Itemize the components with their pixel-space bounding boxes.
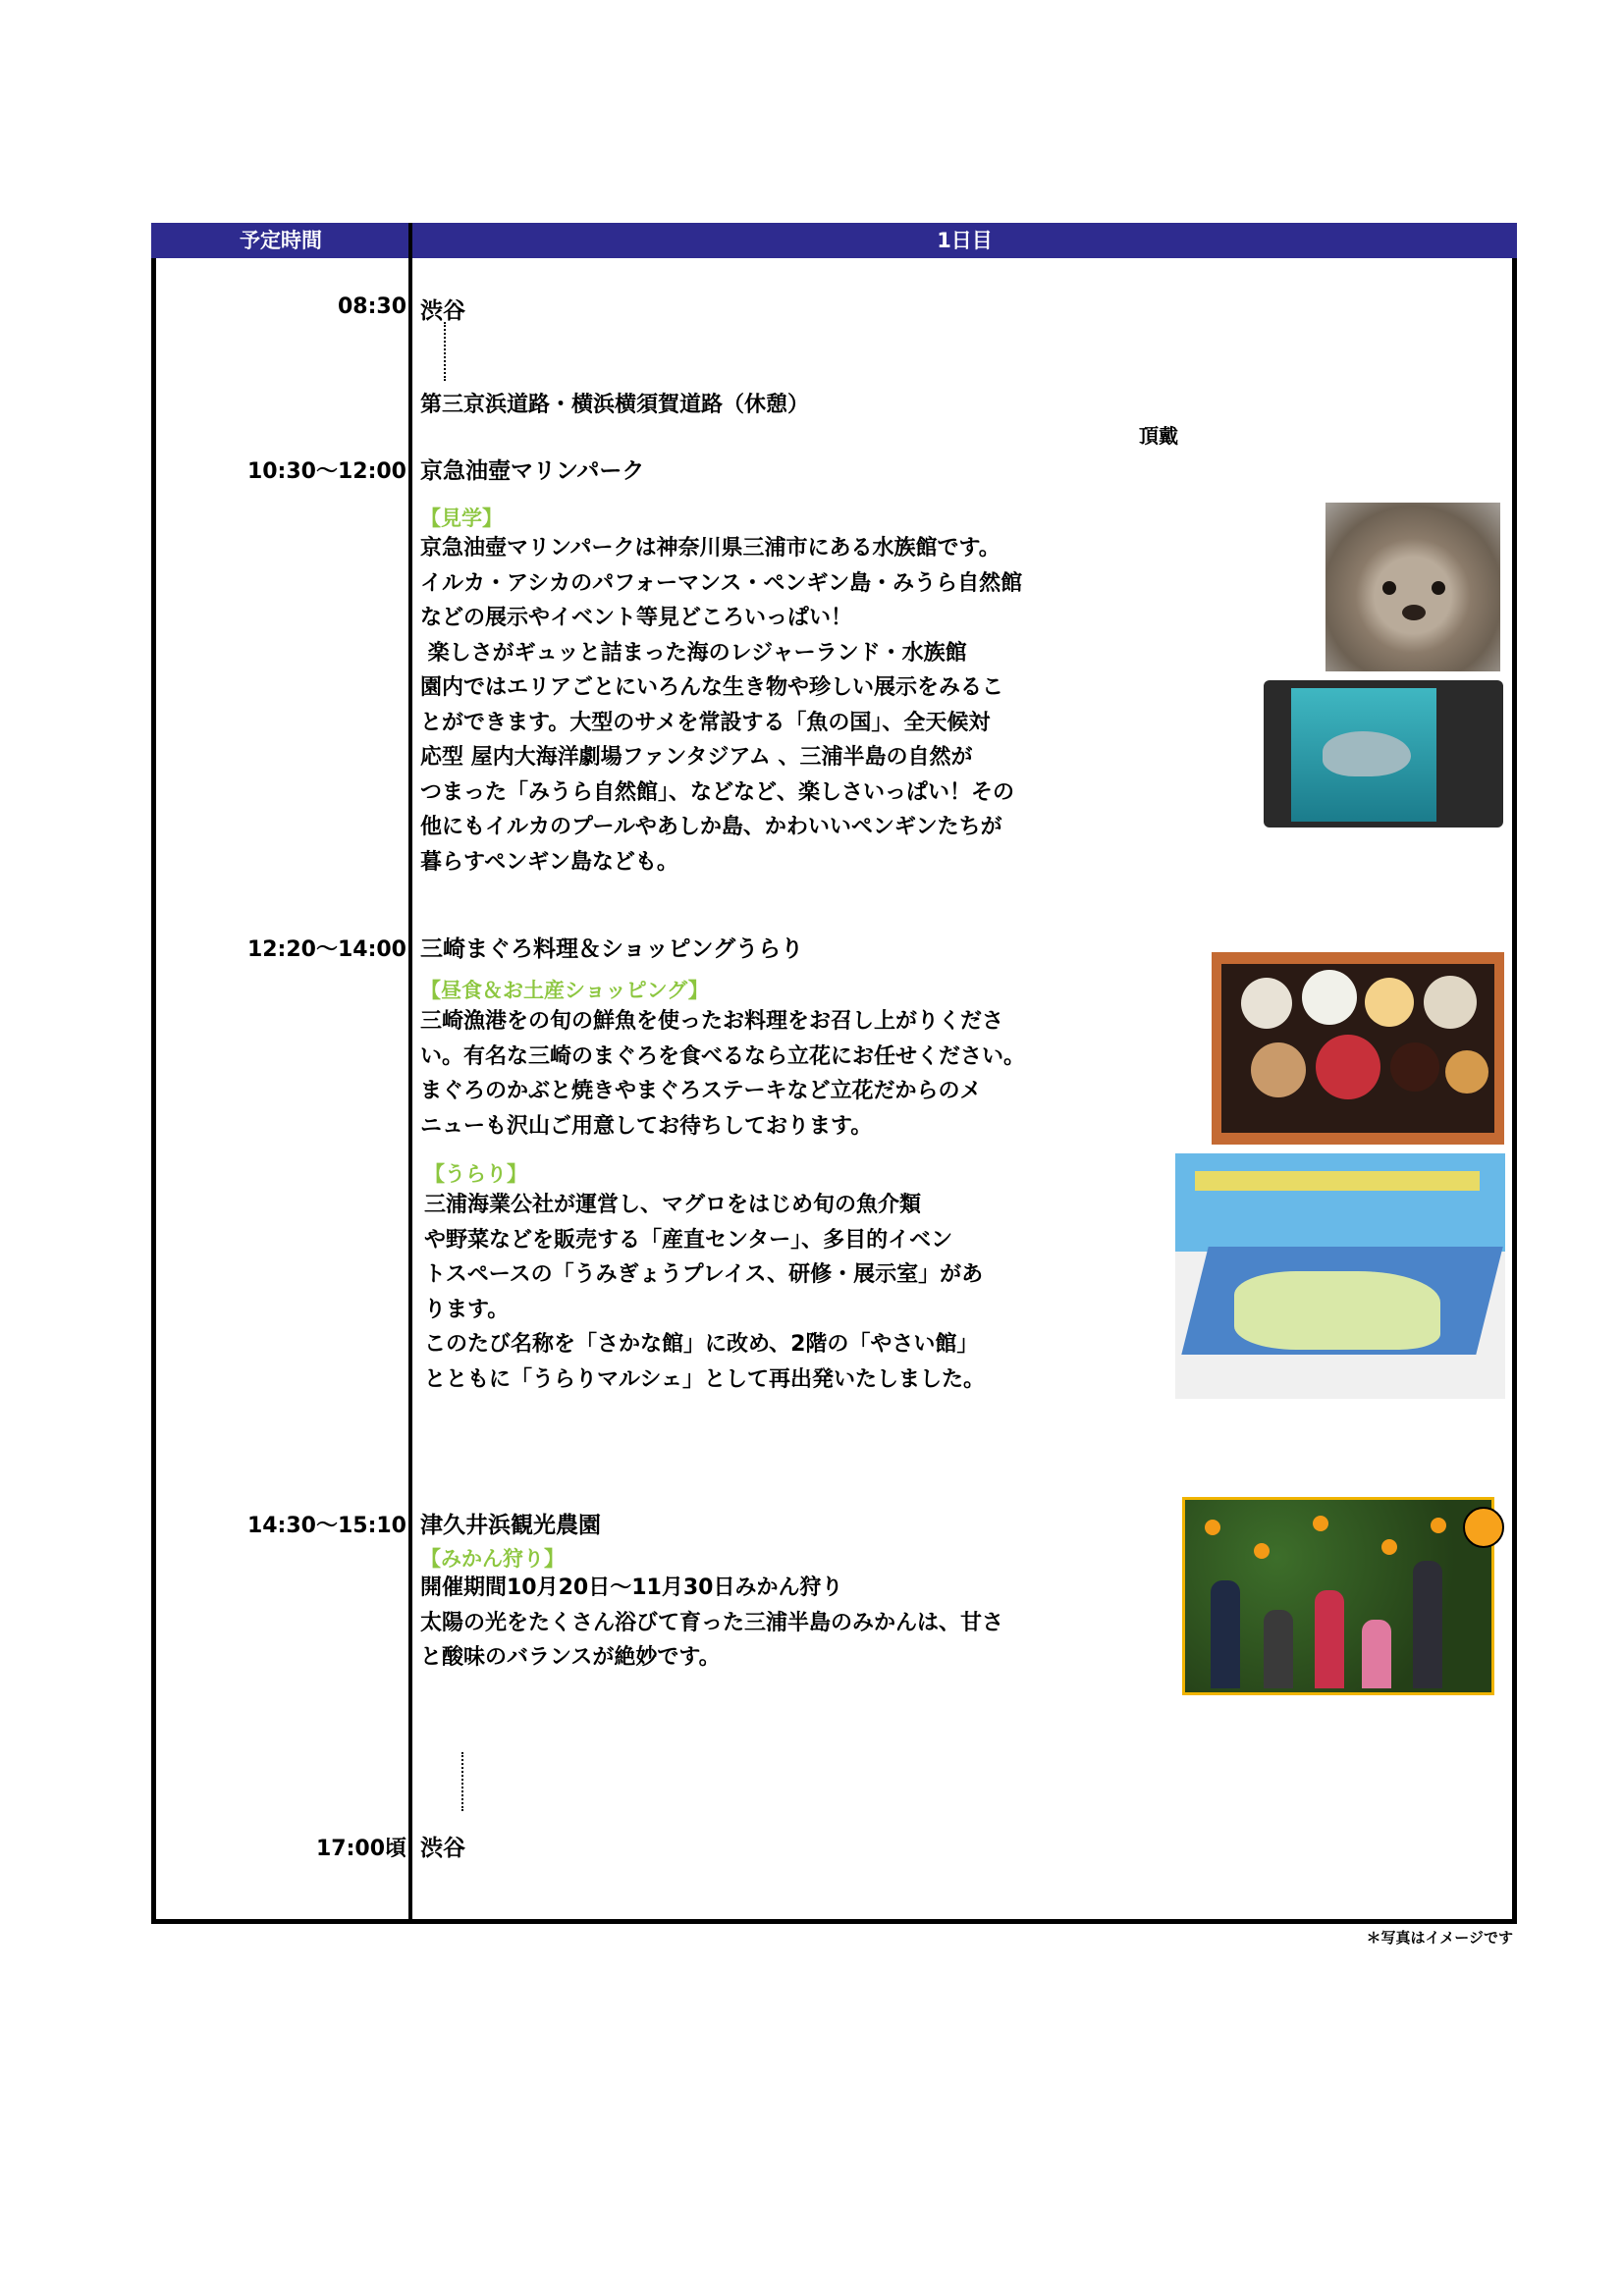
farm-description <box>420 1571 1003 1676</box>
time-0830: 08:30 <box>337 294 406 319</box>
person <box>1315 1590 1344 1688</box>
photo-footnote: ＊写真はイメージです <box>1366 1929 1513 1947</box>
description-line: や野菜などを販売する「産直センター」、多目的イベン <box>424 1227 953 1253</box>
description-line: ニューも沢山ご用意してお待ちしております。 <box>420 1113 873 1139</box>
description-line: とができます。大型のサメを常設する「魚の国」、全天候対 <box>420 710 991 735</box>
tag-urari: 【うらり】 <box>424 1162 527 1186</box>
header-day-column: 1日目 <box>937 229 993 252</box>
description-line: い。有名な三崎のまぐろを食べるなら立花にお任せください。 <box>420 1043 1026 1069</box>
description-line: まぐろのかぶと焼きやまぐろステーキなど立花だからのメ <box>420 1079 982 1103</box>
place-tsukuihama-farm: 津久井浜観光農園 <box>420 1513 601 1538</box>
meal-dish <box>1365 978 1414 1027</box>
person <box>1264 1610 1293 1688</box>
meal-dish <box>1316 1035 1380 1099</box>
description-line: と酸味のバランスが絶妙です。 <box>420 1645 721 1670</box>
dolphin-shape <box>1323 731 1411 776</box>
description-line: 暮らすペンギン島なども。 <box>420 849 678 875</box>
description-line: 園内ではエリアごとにいろんな生き物や珍しい展示をみるこ <box>420 675 1004 700</box>
place-misaki: 三崎まぐろ料理＆ショッピングうらり <box>420 936 804 962</box>
mikan-orchard-photo <box>1182 1497 1494 1695</box>
meal-dish <box>1251 1042 1306 1097</box>
description-line: つまった「みうら自然館」、などなど、楽しさいっぱい！その <box>420 779 1015 805</box>
otter-photo <box>1325 503 1500 671</box>
meal-dish <box>1445 1050 1488 1094</box>
marine-park-description <box>420 531 1022 880</box>
tag-mikan-picking: 【みかん狩り】 <box>420 1547 565 1571</box>
urari-map-illustration <box>1175 1153 1505 1399</box>
description-line: 応型 屋内大海洋劇場ファンタジアム 、三浦半島の自然が <box>420 745 973 770</box>
description-line: トスペースの「うみぎょうプレイス、研修・展示室」があ <box>424 1262 984 1287</box>
orange-mascot-icon <box>1463 1507 1504 1548</box>
description-line: 太陽の光をたくさん浴びて育った三浦半島のみかんは、甘さ <box>420 1610 1004 1635</box>
description-line: とともに「うらりマルシェ」として再出発いたしました。 <box>424 1366 986 1392</box>
place-highway: 第三京浜道路・横浜横須賀道路（休憩） <box>420 393 810 417</box>
header-time-column: 予定時間 <box>240 229 322 252</box>
description-line: ります。 <box>424 1297 510 1322</box>
time-1030: 10:30～12:00 <box>246 459 406 484</box>
meal-dish <box>1390 1042 1439 1092</box>
meal-dish <box>1302 970 1357 1025</box>
stray-text: 頂戴 <box>1139 424 1178 448</box>
otter-eye <box>1432 581 1445 595</box>
description-line: などの展示やイベント等見どころいっぱい！ <box>420 606 853 630</box>
description-line: このたび名称を「さかな館」に改め、2階の「やさい館」 <box>424 1332 979 1357</box>
orange-fruit <box>1381 1539 1397 1555</box>
set-meal-photo <box>1212 952 1504 1145</box>
tag-lunch-shopping: 【昼食＆お土産ショッピング】 <box>420 979 709 1002</box>
table-header <box>151 223 1517 258</box>
person <box>1362 1620 1391 1688</box>
map-title-banner <box>1195 1171 1480 1191</box>
description-line: 開催期間10月20日～11月30日みかん狩り <box>420 1575 843 1600</box>
time-1700: 17:00頃 <box>315 1837 406 1861</box>
person <box>1211 1580 1240 1688</box>
column-divider <box>408 223 412 1924</box>
route-dotted-line-2 <box>461 1752 463 1811</box>
person <box>1413 1561 1442 1688</box>
urari-description <box>424 1188 985 1397</box>
description-line: 他にもイルカのプールやあしか島、かわいいペンギンたちが <box>420 815 1002 839</box>
place-shibuya-start: 渋谷 <box>420 298 465 324</box>
place-shibuya-end: 渋谷 <box>420 1836 465 1861</box>
description-line: 三浦海業公社が運営し、マグロをはじめ旬の魚介類 <box>424 1193 922 1217</box>
description-line: 京急油壺マリンパークは神奈川県三浦市にある水族館です。 <box>420 536 1001 561</box>
misaki-description <box>420 1004 1025 1144</box>
otter-nose <box>1402 605 1426 620</box>
time-1220: 12:20～14:00 <box>246 937 406 962</box>
description-line: 楽しさがギュッと詰まった海のレジャーランド・水族館 <box>420 640 967 666</box>
time-1430: 14:30～15:10 <box>246 1514 406 1538</box>
meal-dish <box>1241 978 1292 1029</box>
orange-fruit <box>1431 1518 1446 1533</box>
meal-tray <box>1221 964 1494 1133</box>
description-line: イルカ・アシカのパフォーマンス・ペンギン島・みうら自然館 <box>420 570 1023 596</box>
tag-kengaku: 【見学】 <box>420 507 503 530</box>
place-marine-park: 京急油壺マリンパーク <box>420 458 645 484</box>
route-dotted-line-1 <box>444 322 446 381</box>
orange-fruit <box>1205 1520 1220 1535</box>
orange-fruit <box>1254 1543 1270 1559</box>
meal-dish <box>1424 976 1477 1029</box>
map-land <box>1234 1271 1440 1350</box>
description-line: 三崎漁港をの旬の鮮魚を使ったお料理をお召し上がりくださ <box>420 1009 1004 1034</box>
dolphin-photo <box>1264 680 1503 828</box>
orange-fruit <box>1313 1516 1328 1531</box>
otter-eye <box>1382 581 1396 595</box>
